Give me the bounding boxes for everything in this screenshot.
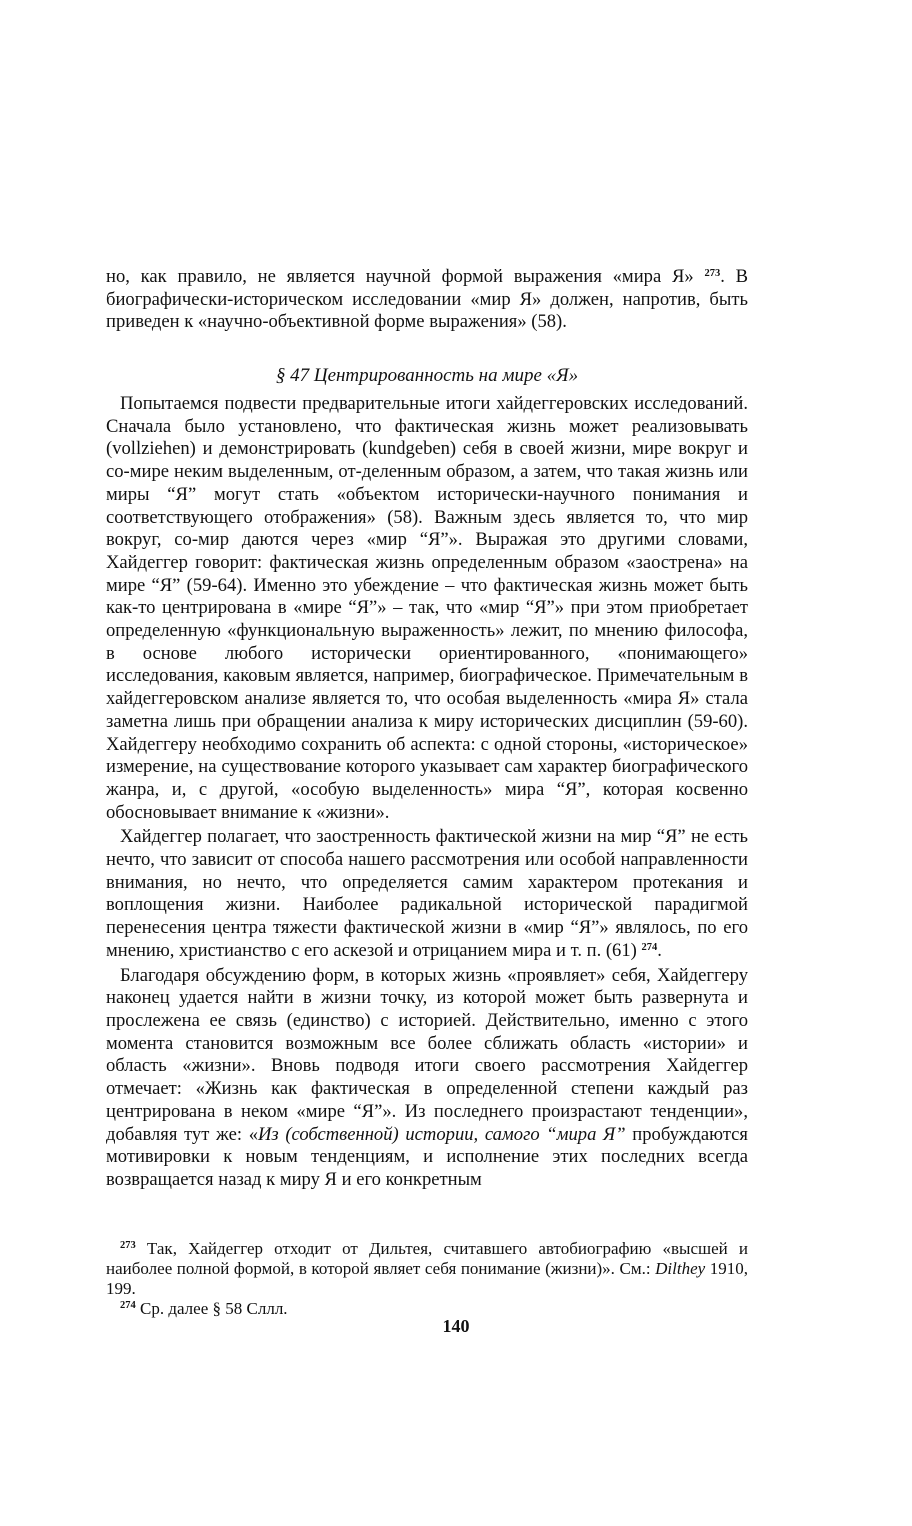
paragraph-1: Попытаемся подвести предварительные итоги хайдеггеровских исследований. Сначала было установлено, что фактическая жизнь может реализовывать (vollziehen) и демонстрировать (kundgeben) себя в своей жизни, мире вокруг и со-мире неким выделенным, от-деленным образом, а затем, что такая жизнь или миры “Я” могут стать «объектом исторически-научного понимания и соответствующего отображения» (58). Важным здесь является то, что мир вокруг, со-мир даются через «мир “Я”». Выражая это другими словами, Хайдеггер говорит: фактическая жизнь определенным образом «заострена» на мире “Я” (59-64). Именно это убеждение – что фактическая жизнь может быть как-то центрирована в «мире “Я”» – так, что «мир “Я”» при этом приобретает определенную «функциональную выраженность» лежит, по мнению философа, в основе любого исторически ориентированного, «понимающего» исследования, каковым является, например, биографическое. Примечательным в хайдеггеровском анализе является то, что особая выделенность «мира Я» стала заметна лишь при обращении анализа к миру исторических дисциплин (59-60). Хайдеггеру необходимо сохранить об аспекта: с одной стороны, «историческое» измерение, на существование которого указывает сам характер биографического жанра, и, с другой, «особую выделенность» мира “Я”, которая косвенно обосновывает внимание к «жизни». xyxy=(106,393,748,823)
paragraph-3-text-end: пробуждаются мотивировки к новым тенденциям, и исполнение этих последних всегда возвращается назад к миру Я и его конкретным xyxy=(106,1123,748,1190)
paragraph-2-end: . xyxy=(657,939,662,961)
section-body xyxy=(106,393,748,1192)
paragraph-3-italic-quote: Из (собственной) истории, самого “мира Я” xyxy=(258,1123,626,1145)
footnote-number: 274 xyxy=(120,1300,136,1311)
footnote-citation: 1910, 199. xyxy=(106,1259,748,1298)
footnote-ref-274[interactable]: 274 xyxy=(641,941,658,953)
footnote-273 xyxy=(106,1239,748,1299)
footnotes xyxy=(106,1239,748,1319)
paragraph-3 xyxy=(106,965,748,1192)
page-number: 140 xyxy=(442,1316,470,1336)
section-heading: § 47 Центрированность на мире «Я» xyxy=(275,365,579,386)
intro-text-b: . В биографически-историческом исследовании «мир Я» должен, напротив, быть приведен к «научно-объективной форме выражения» (58). xyxy=(106,266,749,333)
intro-text-a: но, как правило, не является научной формой выражения «мира Я» xyxy=(106,266,705,287)
footnote-number: 273 xyxy=(120,1240,136,1251)
paragraph-3-text: Благодаря обсуждению форм, в которых жизнь «проявляет» себя, Хайдеггеру наконец удается найти в жизни точку, из которой может быть развернута и прослежена ее связь (единство) с историей. Действительно, именно с этого момента становится возможным все более сближать область «истории» и область «жизни». Вновь подводя итоги своего рассмотрения Хайдеггер отмечает: «Жизнь как фактическая в определенной степени каждый раз центрирована в неком «мире “Я”». Из последнего произрастают тенденции», добавляя тут же: « xyxy=(106,964,748,1145)
paragraph-2 xyxy=(106,826,748,962)
footnote-text: Так, Хайдеггер отходит от Дильтея, считавшего автобиографию «высшей и наиболее полной формой, в которой являет себя понимание (жизни)». См.: xyxy=(106,1239,748,1278)
footnote-text: Ср. далее § 58 Сллл. xyxy=(135,1299,288,1318)
footnote-author: Dilthey xyxy=(655,1259,706,1278)
footnote-ref-273[interactable]: 273 xyxy=(704,268,721,279)
paragraph-2-text: Хайдеггер полагает, что заостренность фактической жизни на мир “Я” не есть нечто, что зависит от способа нашего рассмотрения или особой направленности внимания, но нечто, что определяется самим характером протекания и воплощения жизни. Наиболее радикальной исторической парадигмой перенесения центра тяжести фактической жизни в «мир “Я”» являлось, по его мнению, христианство с его аскезой и отрицанием мира и т. п. (61) xyxy=(106,826,748,961)
intro-paragraph xyxy=(106,266,748,334)
